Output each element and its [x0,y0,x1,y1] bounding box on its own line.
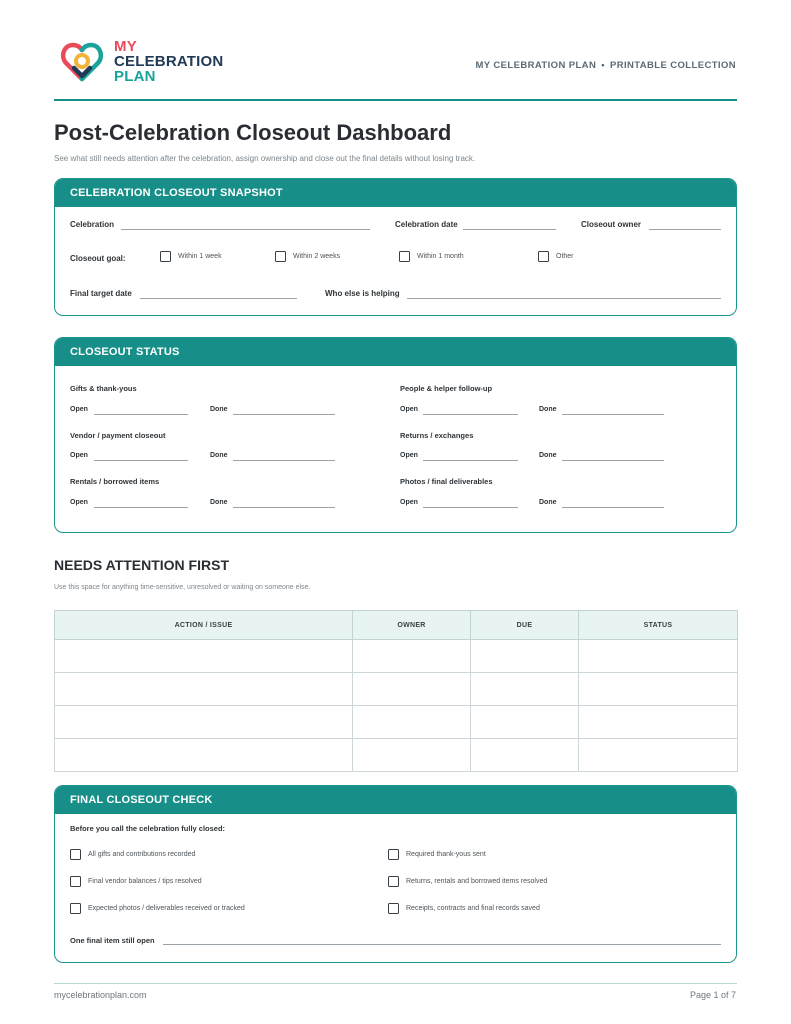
goal-option-label: Within 1 week [178,253,222,260]
action-cell[interactable] [55,739,353,772]
celebration-date-field[interactable] [463,229,556,230]
celebration-label: Celebration [70,220,115,229]
open-label: Open [400,452,418,459]
final-check-intro: Before you call the celebration fully closed: [70,824,226,833]
attention-title: NEEDS ATTENTION FIRST [54,557,229,573]
open-label: Open [70,499,88,506]
helping-label: Who else is helping [325,289,400,298]
column-header-due: DUE [471,611,579,640]
due-cell[interactable] [471,706,579,739]
closeout-owner-label: Closeout owner [581,220,642,229]
owner-cell[interactable] [353,706,471,739]
open-count-field[interactable] [94,507,188,508]
status-group-title: Vendor / payment closeout [70,431,166,440]
status-card [54,337,737,533]
checkbox-icon[interactable] [70,903,81,914]
header-tag-left: MY CELEBRATION PLAN [475,60,597,71]
status-group-title: Rentals / borrowed items [70,477,160,486]
table-row [55,739,738,772]
checkbox-icon[interactable] [70,876,81,887]
snapshot-card [54,178,737,316]
table-row [55,673,738,706]
open-count-field[interactable] [423,460,518,461]
open-label: Open [70,452,88,459]
final-check-item[interactable] [70,903,245,914]
column-header-owner: OWNER [353,611,471,640]
action-cell[interactable] [55,640,353,673]
final-check-item[interactable] [388,903,540,914]
page-title: Post-Celebration Closeout Dashboard [54,120,452,145]
attention-subtitle: Use this space for anything time-sensitive, unresolved or waiting on someone else. [54,584,311,591]
due-cell[interactable] [471,739,579,772]
checkbox-icon[interactable] [388,903,399,914]
column-header-status: STATUS [579,611,738,640]
column-header-action: ACTION / ISSUE [55,611,353,640]
final-check-card [54,785,737,963]
heart-logo-icon [58,37,106,85]
final-check-item-label: Final vendor balances / tips resolved [88,878,202,885]
status-group-title: Returns / exchanges [400,431,474,440]
helping-field[interactable] [407,298,721,299]
final-check-item-label: Required thank-yous sent [406,851,486,858]
footer-divider [54,983,737,984]
header-tag-separator: • [601,60,605,71]
footer-site: mycelebrationplan.com [54,990,147,1000]
status-group-title: People & helper follow-up [400,384,493,393]
done-count-field[interactable] [233,507,335,508]
status-cell[interactable] [579,640,738,673]
final-check-item-label: Receipts, contracts and final records saved [406,905,540,912]
done-count-field[interactable] [562,507,664,508]
header-tagline [475,60,736,71]
closeout-owner-field[interactable] [649,229,721,230]
done-count-field[interactable] [233,414,335,415]
done-label: Done [210,499,228,506]
final-check-item-label: All gifts and contributions recorded [88,851,196,858]
goal-option-label: Within 1 month [417,253,464,260]
open-label: Open [400,406,418,413]
open-label: Open [400,499,418,506]
attention-table [54,610,738,772]
celebration-date-label: Celebration date [395,220,458,229]
final-check-item[interactable] [388,876,547,887]
open-count-field[interactable] [423,507,518,508]
status-cell[interactable] [579,706,738,739]
open-count-field[interactable] [94,414,188,415]
goal-option-month[interactable] [399,251,464,262]
open-count-field[interactable] [94,460,188,461]
goal-option-2weeks[interactable] [275,251,340,262]
due-cell[interactable] [471,640,579,673]
goal-option-label: Within 2 weeks [293,253,341,260]
due-cell[interactable] [471,673,579,706]
target-date-label: Final target date [70,289,132,298]
table-row [55,640,738,673]
brand-line-2: CELEBRATION [114,52,224,70]
goal-option-label: Other [556,253,574,260]
target-date-field[interactable] [140,298,297,299]
open-label: Open [70,406,88,413]
footer-page-number: Page 1 of 7 [689,990,736,1000]
goal-option-other[interactable] [538,251,574,262]
table-row [55,706,738,739]
action-cell[interactable] [55,706,353,739]
final-check-item[interactable] [70,849,195,860]
header-tag-right: PRINTABLE COLLECTION [609,60,736,71]
action-cell[interactable] [55,673,353,706]
checkbox-icon[interactable] [538,251,549,262]
closeout-goal-label: Closeout goal: [70,254,126,263]
open-count-field[interactable] [423,414,518,415]
final-check-heading: FINAL CLOSEOUT CHECK [55,786,736,814]
done-label: Done [539,452,557,459]
brand-line-3: PLAN [114,67,156,85]
page-subtitle: See what still needs attention after the celebration, assign ownership and close out the final details without losing track. [54,154,476,163]
status-cell[interactable] [579,739,738,772]
status-cell[interactable] [579,673,738,706]
status-group-title: Gifts & thank-yous [70,384,137,393]
table-header-row [55,611,738,640]
open-item-label: One final item still open [70,936,155,945]
brand-logo [58,36,223,86]
checkbox-icon[interactable] [399,251,410,262]
owner-cell[interactable] [353,673,471,706]
snapshot-heading: CELEBRATION CLOSEOUT SNAPSHOT [55,179,736,207]
checkbox-icon[interactable] [388,876,399,887]
checkbox-icon[interactable] [388,849,399,860]
open-item-field[interactable] [163,944,721,945]
final-check-item[interactable] [70,876,202,887]
brand-wordmark [114,39,223,84]
final-check-item-label: Returns, rentals and borrowed items resolved [406,878,548,885]
done-count-field[interactable] [562,414,664,415]
owner-cell[interactable] [353,739,471,772]
checkbox-icon[interactable] [275,251,286,262]
done-label: Done [539,499,557,506]
done-label: Done [539,406,557,413]
celebration-field[interactable] [121,229,370,230]
done-label: Done [210,452,228,459]
checkbox-icon[interactable] [160,251,171,262]
checkbox-icon[interactable] [70,849,81,860]
final-check-item-label: Expected photos / deliverables received or tracked [88,905,245,912]
done-count-field[interactable] [233,460,335,461]
header-divider [54,99,737,101]
done-count-field[interactable] [562,460,664,461]
final-check-item[interactable] [388,849,486,860]
done-label: Done [210,406,228,413]
brand-line-1: MY [114,37,137,55]
status-group-title: Photos / final deliverables [400,477,493,486]
owner-cell[interactable] [353,640,471,673]
status-heading: CLOSEOUT STATUS [55,338,736,366]
goal-option-week[interactable] [160,251,222,262]
